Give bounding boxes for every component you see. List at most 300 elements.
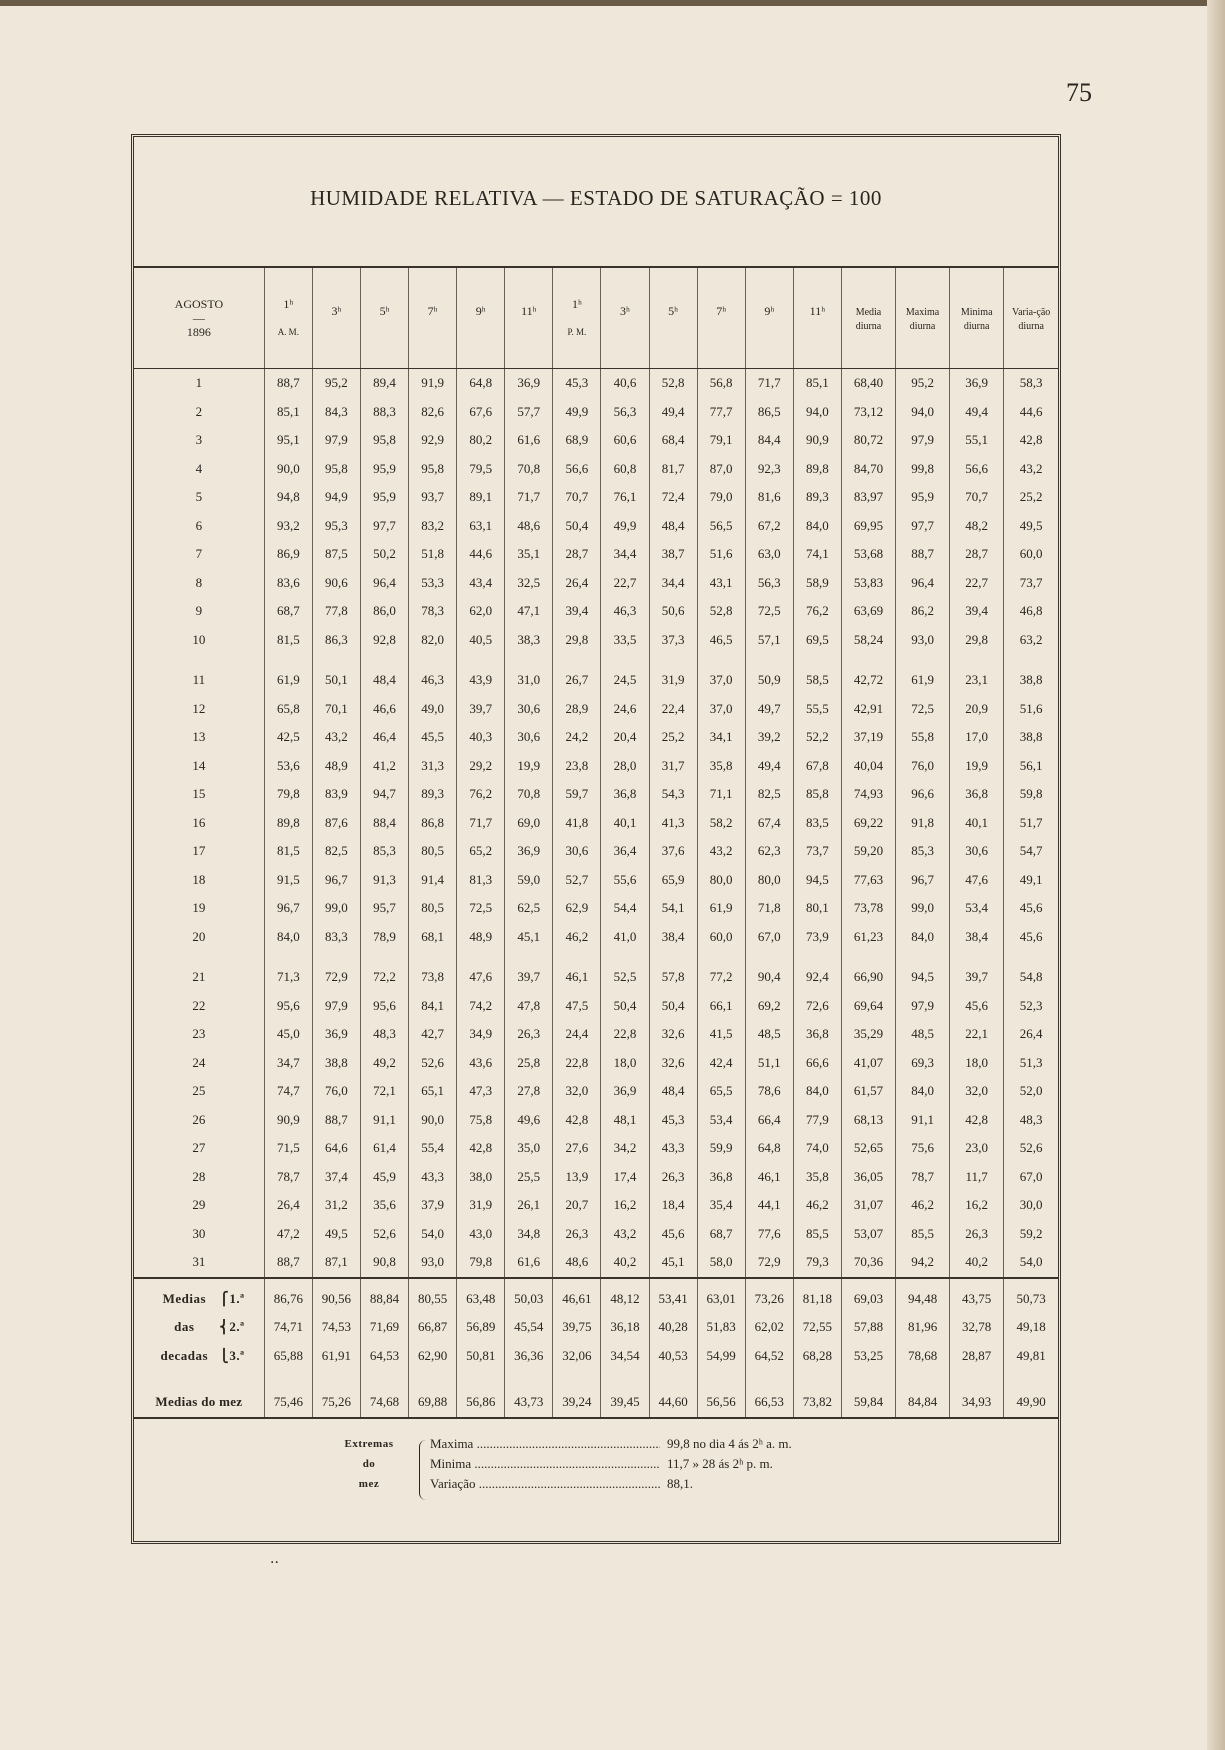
value-cell: 84,3 <box>312 398 360 427</box>
value-cell: 59,0 <box>505 866 553 895</box>
value-cell: 97,9 <box>312 992 360 1021</box>
value-cell: 40,2 <box>950 1248 1004 1278</box>
value-cell: 18,0 <box>950 1049 1004 1078</box>
extreme-maximum <box>430 1436 990 1456</box>
value-cell: 43,3 <box>649 1134 697 1163</box>
table-row <box>134 512 1058 541</box>
value-cell: 74,7 <box>264 1077 312 1106</box>
value-cell: 34,93 <box>950 1388 1004 1418</box>
value-cell: 55,8 <box>896 723 950 752</box>
value-cell: 17,0 <box>950 723 1004 752</box>
value-cell: 39,75 <box>553 1313 601 1342</box>
value-cell: 56,6 <box>950 455 1004 484</box>
day-number: 15 <box>192 786 206 802</box>
value-cell: 99,0 <box>896 894 950 923</box>
value-cell: 81,5 <box>264 626 312 655</box>
hour-header <box>360 268 408 369</box>
value-cell: 73,7 <box>793 837 841 866</box>
hour-header <box>457 268 505 369</box>
value-cell: 46,2 <box>896 1191 950 1220</box>
value-cell: 62,5 <box>505 894 553 923</box>
value-cell: 58,2 <box>697 809 745 838</box>
value-cell: 80,0 <box>697 866 745 895</box>
value-cell: 52,6 <box>360 1220 408 1249</box>
value-cell: 22,8 <box>601 1020 649 1049</box>
decade-label-word: decadas <box>160 1347 209 1363</box>
value-cell: 20,4 <box>601 723 649 752</box>
value-cell: 48,2 <box>950 512 1004 541</box>
value-cell: 46,6 <box>360 695 408 724</box>
value-cell: 87,1 <box>312 1248 360 1278</box>
value-cell: 36,9 <box>601 1077 649 1106</box>
table-row <box>134 626 1058 655</box>
table-row <box>134 866 1058 895</box>
value-cell: 61,4 <box>360 1134 408 1163</box>
value-cell: 48,6 <box>505 512 553 541</box>
page-top-edge <box>0 0 1225 6</box>
value-cell: 53,3 <box>409 569 457 598</box>
value-cell: 48,6 <box>553 1248 601 1278</box>
value-cell: 73,9 <box>793 923 841 952</box>
value-cell: 49,1 <box>1004 866 1058 895</box>
value-cell: 61,91 <box>312 1342 360 1389</box>
value-cell: 47,6 <box>457 951 505 992</box>
value-cell: 46,1 <box>745 1163 793 1192</box>
value-cell: 86,2 <box>896 597 950 626</box>
table-header <box>134 268 1058 369</box>
value-cell: 94,0 <box>896 398 950 427</box>
table-row <box>134 951 1058 992</box>
value-cell: 65,8 <box>264 695 312 724</box>
value-cell: 17,4 <box>601 1163 649 1192</box>
value-cell: 75,8 <box>457 1106 505 1135</box>
value-cell: 59,84 <box>841 1388 895 1418</box>
value-cell: 96,6 <box>896 780 950 809</box>
value-cell: 83,9 <box>312 780 360 809</box>
value-cell: 40,04 <box>841 752 895 781</box>
value-cell: 68,28 <box>793 1342 841 1389</box>
value-cell: 57,1 <box>745 626 793 655</box>
value-cell: 28,9 <box>553 695 601 724</box>
value-cell: 40,2 <box>601 1248 649 1278</box>
value-cell: 45,6 <box>1004 923 1058 952</box>
value-cell: 70,8 <box>505 780 553 809</box>
value-cell: 50,1 <box>312 654 360 695</box>
value-cell: 30,0 <box>1004 1191 1058 1220</box>
day-number: 2 <box>195 403 203 419</box>
value-cell: 97,9 <box>896 992 950 1021</box>
value-cell: 64,53 <box>360 1342 408 1389</box>
value-cell: 50,4 <box>601 992 649 1021</box>
value-cell: 45,3 <box>553 369 601 398</box>
decade-average-row <box>134 1313 1058 1342</box>
value-cell: 73,78 <box>841 894 895 923</box>
value-cell: 25,8 <box>505 1049 553 1078</box>
value-cell: 50,81 <box>457 1342 505 1389</box>
value-cell: 36,18 <box>601 1313 649 1342</box>
decade-label: Medias ⎧1.ª <box>134 1278 264 1314</box>
value-cell: 80,0 <box>745 866 793 895</box>
value-cell: 48,3 <box>1004 1106 1058 1135</box>
value-cell: 54,0 <box>409 1220 457 1249</box>
decade-label-word: das <box>174 1319 195 1335</box>
table-row <box>134 426 1058 455</box>
value-cell: 63,1 <box>457 512 505 541</box>
table-row <box>134 398 1058 427</box>
day-number: 14 <box>192 757 206 773</box>
value-cell: 73,7 <box>1004 569 1058 598</box>
value-cell: 88,7 <box>264 369 312 398</box>
value-cell: 39,24 <box>553 1388 601 1418</box>
hour-label: 11ʰ <box>809 304 826 318</box>
value-cell: 48,5 <box>896 1020 950 1049</box>
value-cell: 62,3 <box>745 837 793 866</box>
value-cell: 71,69 <box>360 1313 408 1342</box>
value-cell: 18,0 <box>601 1049 649 1078</box>
value-cell: 39,4 <box>553 597 601 626</box>
value-cell: 24,6 <box>601 695 649 724</box>
value-cell: 44,1 <box>745 1191 793 1220</box>
value-cell: 45,3 <box>649 1106 697 1135</box>
day-number: 29 <box>192 1197 206 1213</box>
value-cell: 50,9 <box>745 654 793 695</box>
month-average-row <box>134 1388 1058 1418</box>
value-cell: 63,69 <box>841 597 895 626</box>
value-cell: 77,8 <box>312 597 360 626</box>
value-cell: 82,0 <box>409 626 457 655</box>
value-cell: 29,8 <box>553 626 601 655</box>
value-cell: 88,7 <box>896 540 950 569</box>
value-cell: 79,8 <box>264 780 312 809</box>
value-cell: 89,1 <box>457 483 505 512</box>
value-cell: 39,7 <box>505 951 553 992</box>
table-row <box>134 455 1058 484</box>
value-cell: 60,0 <box>697 923 745 952</box>
value-cell: 32,06 <box>553 1342 601 1389</box>
table-row <box>134 1106 1058 1135</box>
day-number: 6 <box>195 517 203 533</box>
value-cell: 78,3 <box>409 597 457 626</box>
value-cell: 58,5 <box>793 654 841 695</box>
value-cell: 87,6 <box>312 809 360 838</box>
value-cell: 55,5 <box>793 695 841 724</box>
value-cell: 37,4 <box>312 1163 360 1192</box>
value-cell: 74,2 <box>457 992 505 1021</box>
value-cell: 42,72 <box>841 654 895 695</box>
day-number: 24 <box>192 1054 206 1070</box>
value-cell: 78,68 <box>896 1342 950 1389</box>
value-cell: 48,12 <box>601 1278 649 1314</box>
hour-header <box>505 268 553 369</box>
value-cell: 67,8 <box>793 752 841 781</box>
value-cell: 22,4 <box>649 695 697 724</box>
stat-header <box>950 268 1004 369</box>
value-cell: 51,6 <box>1004 695 1058 724</box>
day-number: 1 <box>195 375 203 391</box>
value-cell: 24,4 <box>553 1020 601 1049</box>
value-cell: 46,2 <box>553 923 601 952</box>
value-cell: 38,8 <box>1004 654 1058 695</box>
value-cell: 52,2 <box>793 723 841 752</box>
table-row <box>134 369 1058 398</box>
value-cell: 45,6 <box>649 1220 697 1249</box>
table-row <box>134 894 1058 923</box>
value-cell: 72,55 <box>793 1313 841 1342</box>
hour-header <box>264 268 312 369</box>
value-cell: 76,1 <box>601 483 649 512</box>
value-cell: 48,5 <box>745 1020 793 1049</box>
value-cell: 11,7 <box>950 1163 1004 1192</box>
value-cell: 76,2 <box>457 780 505 809</box>
value-cell: 39,7 <box>457 695 505 724</box>
extremes-label-2: do <box>362 1458 376 1470</box>
value-cell: 70,7 <box>553 483 601 512</box>
value-cell: 85,8 <box>793 780 841 809</box>
decade-average-row <box>134 1278 1058 1314</box>
value-cell: 26,3 <box>649 1163 697 1192</box>
value-cell: 30,6 <box>505 723 553 752</box>
value-cell: 53,4 <box>950 894 1004 923</box>
value-cell: 88,7 <box>312 1106 360 1135</box>
value-cell: 92,4 <box>793 951 841 992</box>
value-cell: 38,0 <box>457 1163 505 1192</box>
value-cell: 81,96 <box>896 1313 950 1342</box>
value-cell: 87,5 <box>312 540 360 569</box>
value-cell: 50,4 <box>649 992 697 1021</box>
value-cell: 64,6 <box>312 1134 360 1163</box>
value-cell: 51,7 <box>1004 809 1058 838</box>
value-cell: 37,0 <box>697 695 745 724</box>
value-cell: 48,4 <box>649 1077 697 1106</box>
value-cell: 43,75 <box>950 1278 1004 1314</box>
value-cell: 83,3 <box>312 923 360 952</box>
value-cell: 22,8 <box>553 1049 601 1078</box>
value-cell: 47,1 <box>505 597 553 626</box>
value-cell: 53,6 <box>264 752 312 781</box>
value-cell: 34,2 <box>601 1134 649 1163</box>
value-cell: 69,2 <box>745 992 793 1021</box>
value-cell: 36,8 <box>793 1020 841 1049</box>
value-cell: 28,7 <box>553 540 601 569</box>
value-cell: 83,2 <box>409 512 457 541</box>
value-cell: 48,9 <box>312 752 360 781</box>
value-cell: 84,0 <box>264 923 312 952</box>
value-cell: 49,5 <box>1004 512 1058 541</box>
value-cell: 54,3 <box>649 780 697 809</box>
value-cell: 52,5 <box>601 951 649 992</box>
value-cell: 38,8 <box>312 1049 360 1078</box>
value-cell: 40,1 <box>601 809 649 838</box>
value-cell: 45,54 <box>505 1313 553 1342</box>
value-cell: 78,9 <box>360 923 408 952</box>
value-cell: 56,89 <box>457 1313 505 1342</box>
value-cell: 69,03 <box>841 1278 895 1314</box>
value-cell: 65,2 <box>457 837 505 866</box>
table-row <box>134 1020 1058 1049</box>
value-cell: 49,7 <box>745 695 793 724</box>
value-cell: 30,6 <box>950 837 1004 866</box>
hour-label: 3ʰ <box>620 304 630 318</box>
value-cell: 18,4 <box>649 1191 697 1220</box>
value-cell: 94,48 <box>896 1278 950 1314</box>
value-cell: 93,7 <box>409 483 457 512</box>
value-cell: 56,56 <box>697 1388 745 1418</box>
value-cell: 62,02 <box>745 1313 793 1342</box>
value-cell: 95,7 <box>360 894 408 923</box>
value-cell: 46,8 <box>1004 597 1058 626</box>
value-cell: 28,7 <box>950 540 1004 569</box>
value-cell: 68,7 <box>264 597 312 626</box>
value-cell: 68,7 <box>697 1220 745 1249</box>
value-cell: 93,2 <box>264 512 312 541</box>
value-cell: 66,90 <box>841 951 895 992</box>
value-cell: 33,5 <box>601 626 649 655</box>
value-cell: 58,3 <box>1004 369 1058 398</box>
value-cell: 22,1 <box>950 1020 1004 1049</box>
value-cell: 38,3 <box>505 626 553 655</box>
value-cell: 82,6 <box>409 398 457 427</box>
value-cell: 42,4 <box>697 1049 745 1078</box>
value-cell: 31,9 <box>649 654 697 695</box>
value-cell: 72,4 <box>649 483 697 512</box>
value-cell: 94,2 <box>896 1248 950 1278</box>
value-cell: 26,3 <box>950 1220 1004 1249</box>
value-cell: 45,6 <box>1004 894 1058 923</box>
value-cell: 96,4 <box>896 569 950 598</box>
value-cell: 31,07 <box>841 1191 895 1220</box>
value-cell: 83,6 <box>264 569 312 598</box>
value-cell: 96,7 <box>312 866 360 895</box>
value-cell: 90,56 <box>312 1278 360 1314</box>
value-cell: 99,0 <box>312 894 360 923</box>
value-cell: 66,87 <box>409 1313 457 1342</box>
value-cell: 43,0 <box>457 1220 505 1249</box>
value-cell: 64,8 <box>745 1134 793 1163</box>
value-cell: 89,4 <box>360 369 408 398</box>
value-cell: 95,8 <box>360 426 408 455</box>
value-cell: 36,8 <box>697 1163 745 1192</box>
hour-label: 9ʰ <box>475 304 486 318</box>
value-cell: 45,6 <box>950 992 1004 1021</box>
value-cell: 34,1 <box>697 723 745 752</box>
value-cell: 34,7 <box>264 1049 312 1078</box>
value-cell: 86,8 <box>409 809 457 838</box>
stat-label: Maxima diurna <box>905 307 940 332</box>
page-number: 75 <box>1066 78 1092 107</box>
value-cell: 94,7 <box>360 780 408 809</box>
day-number: 21 <box>192 969 206 985</box>
value-cell: 95,9 <box>360 455 408 484</box>
value-cell: 13,9 <box>553 1163 601 1192</box>
value-cell: 49,9 <box>553 398 601 427</box>
value-cell: 73,12 <box>841 398 895 427</box>
value-cell: 77,7 <box>697 398 745 427</box>
value-cell: 55,6 <box>601 866 649 895</box>
value-cell: 35,8 <box>793 1163 841 1192</box>
value-cell: 19,9 <box>505 752 553 781</box>
value-cell: 61,9 <box>264 654 312 695</box>
value-cell: 43,73 <box>505 1388 553 1418</box>
value-cell: 34,4 <box>601 540 649 569</box>
value-cell: 95,1 <box>264 426 312 455</box>
value-cell: 49,4 <box>950 398 1004 427</box>
value-cell: 38,8 <box>1004 723 1058 752</box>
month-extremes <box>134 1432 1058 1532</box>
value-cell: 66,1 <box>697 992 745 1021</box>
value-cell: 73,8 <box>409 951 457 992</box>
value-cell: 51,8 <box>409 540 457 569</box>
value-cell: 64,8 <box>457 369 505 398</box>
day-number: 5 <box>195 489 203 505</box>
value-cell: 47,3 <box>457 1077 505 1106</box>
value-cell: 35,4 <box>697 1191 745 1220</box>
decade-number: 2.ª <box>229 1319 245 1335</box>
table-row <box>134 540 1058 569</box>
value-cell: 95,2 <box>312 369 360 398</box>
value-cell: 22,7 <box>601 569 649 598</box>
value-cell: 46,3 <box>601 597 649 626</box>
value-cell: 94,0 <box>793 398 841 427</box>
value-cell: 85,3 <box>896 837 950 866</box>
value-cell: 26,4 <box>264 1191 312 1220</box>
decade-label: das ⎨2.ª <box>134 1313 264 1342</box>
value-cell: 91,1 <box>360 1106 408 1135</box>
value-cell: 54,99 <box>697 1342 745 1389</box>
value-cell: 35,29 <box>841 1020 895 1049</box>
value-cell: 71,7 <box>505 483 553 512</box>
day-number: 4 <box>195 460 203 476</box>
value-cell: 97,7 <box>896 512 950 541</box>
hour-label: 5ʰ <box>668 304 678 318</box>
value-cell: 16,2 <box>601 1191 649 1220</box>
value-cell: 90,6 <box>312 569 360 598</box>
value-cell: 31,3 <box>409 752 457 781</box>
page-title: HUMIDADE RELATIVA — ESTADO DE SATURAÇÃO = 100 <box>310 186 882 210</box>
value-cell: 37,6 <box>649 837 697 866</box>
value-cell: 94,5 <box>793 866 841 895</box>
value-cell: 90,0 <box>409 1106 457 1135</box>
value-cell: 56,1 <box>1004 752 1058 781</box>
value-cell: 40,28 <box>649 1313 697 1342</box>
value-cell: 31,7 <box>649 752 697 781</box>
day-number: 20 <box>192 928 206 944</box>
value-cell: 31,9 <box>457 1191 505 1220</box>
value-cell: 41,2 <box>360 752 408 781</box>
value-cell: 95,6 <box>360 992 408 1021</box>
hour-header <box>793 268 841 369</box>
month-header <box>134 268 264 369</box>
extremes-label-3: mez <box>358 1478 380 1490</box>
value-cell: 38,4 <box>950 923 1004 952</box>
value-cell: 71,8 <box>745 894 793 923</box>
value-cell: 91,5 <box>264 866 312 895</box>
value-cell: 79,8 <box>457 1248 505 1278</box>
value-cell: 54,8 <box>1004 951 1058 992</box>
value-cell: 45,9 <box>360 1163 408 1192</box>
value-cell: 45,1 <box>505 923 553 952</box>
table-row <box>134 837 1058 866</box>
day-number: 18 <box>192 871 206 887</box>
value-cell: 85,5 <box>896 1220 950 1249</box>
value-cell: 43,3 <box>409 1163 457 1192</box>
value-cell: 80,2 <box>457 426 505 455</box>
value-cell: 37,0 <box>697 654 745 695</box>
value-cell: 45,1 <box>649 1248 697 1278</box>
value-cell: 69,5 <box>793 626 841 655</box>
value-cell: 42,8 <box>457 1134 505 1163</box>
value-cell: 89,8 <box>264 809 312 838</box>
value-cell: 43,2 <box>1004 455 1058 484</box>
